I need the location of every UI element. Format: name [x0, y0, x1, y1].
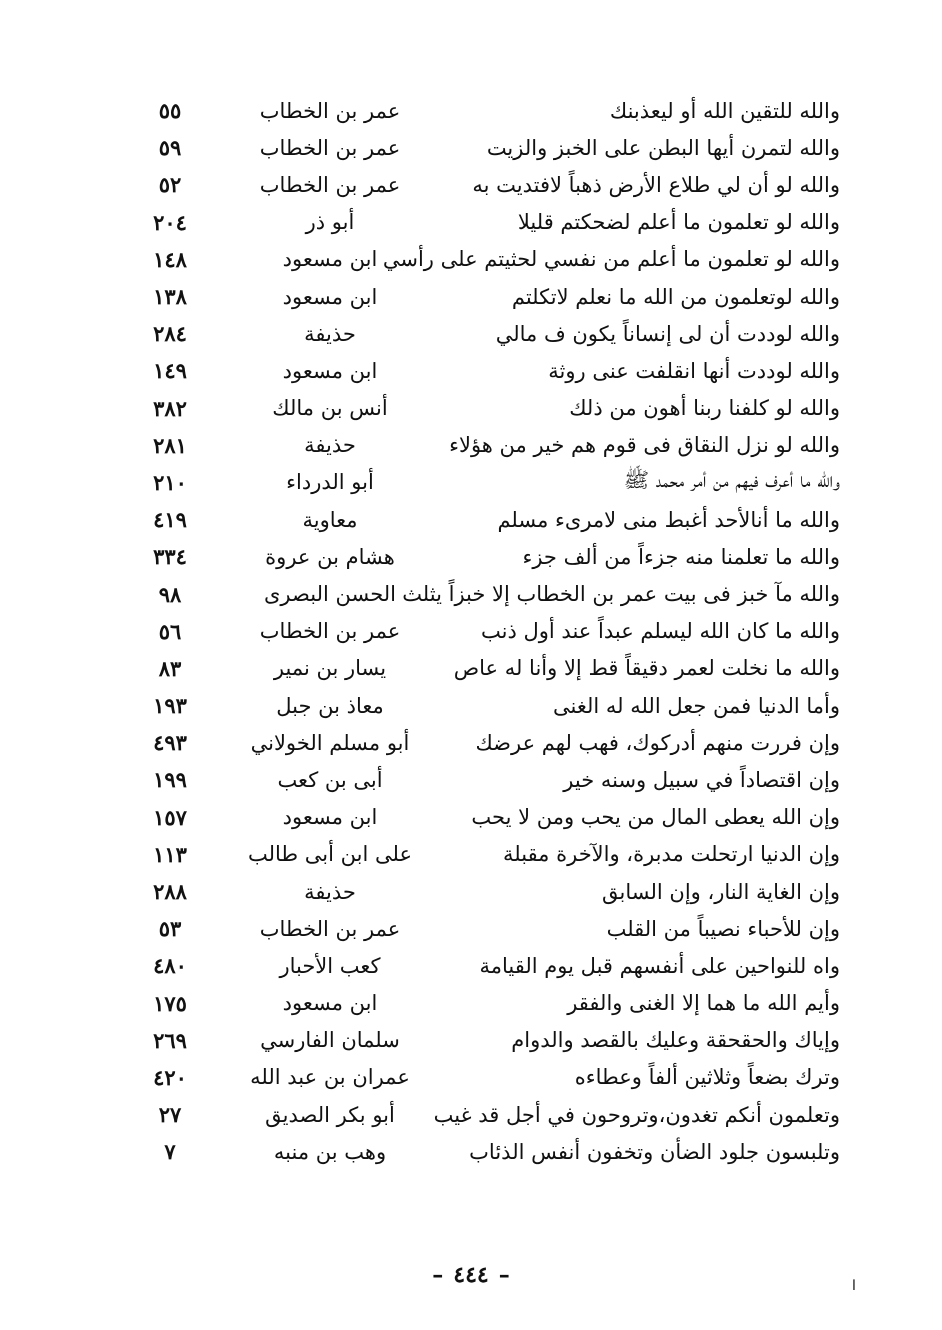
- narrator-name: معاوية: [302, 507, 358, 532]
- phrase-text: وتلبسون جلود الضأن وتخفون أنفس الذئاب: [469, 1139, 840, 1164]
- narrator-name: أبو بكر الصديق: [265, 1102, 395, 1127]
- narrator-name: وهب بن منبه: [273, 1139, 387, 1164]
- narrator-name: أبى بن كعب: [277, 767, 383, 792]
- page-reference: ٤٨٠: [153, 953, 187, 979]
- phrase-text: والله لو تعلمون ما أعلم لضحكتم قليلا: [517, 210, 840, 235]
- phrase-text: وإياك والحقحقة وعليك بالقصد والدوام: [511, 1028, 840, 1053]
- page-reference: ٤٩٣: [153, 730, 187, 756]
- page-reference: ٤٢٠: [153, 1064, 187, 1090]
- phrase-text: والله ما كان الله ليسلم عبداً عند أول ذنب: [481, 619, 840, 644]
- page-footer: [0, 1262, 942, 1288]
- phrase-text: والله ما أعرف فيهم من أمر محمد ﷺ: [623, 467, 840, 492]
- table-row: [120, 501, 840, 538]
- page-number: ٤٤٤: [453, 1262, 489, 1288]
- footer-dash-left: –: [498, 1262, 510, 1288]
- phrase-text: والله لو تعلمون ما أعلم من نفسي لحثيتم على رأسي: [382, 247, 840, 272]
- page-reference: ٢٨٤: [153, 321, 187, 347]
- narrator-name: عمر بن الخطاب: [259, 916, 401, 941]
- table-row: [120, 761, 840, 798]
- narrator-name: أبو ذر: [305, 210, 355, 235]
- table-row: [120, 873, 840, 910]
- phrase-text: والله ما أنالأحد أغبط منى لامرىء مسلم: [497, 507, 840, 532]
- phrase-text: والله لو كلفنا ربنا أهون من ذلك: [569, 396, 840, 421]
- table-row: [120, 538, 840, 575]
- index-table: [120, 92, 840, 1170]
- page-reference: ٥٢: [158, 172, 182, 198]
- page-reference: ٥٩: [158, 135, 182, 161]
- narrator-name: ابن مسعود: [282, 247, 378, 272]
- narrator-name: ابن مسعود: [282, 284, 378, 309]
- page-reference: ١١٣: [153, 841, 187, 867]
- table-row: [120, 799, 840, 836]
- table-row: [120, 650, 840, 687]
- phrase-text: والله لتمرن أيها البطن على الخبز والزيت: [486, 135, 840, 160]
- page-reference: ٢٧: [158, 1102, 182, 1128]
- table-row: [120, 390, 840, 427]
- page-reference: ١٩٣: [153, 693, 187, 719]
- page-reference: ٢٨١: [153, 432, 187, 458]
- narrator-name: أبو الدرداء: [286, 470, 374, 495]
- table-row: [120, 836, 840, 873]
- phrase-text: وترك بضعاً وثلاثين ألفاً وعطاءه: [574, 1065, 840, 1090]
- phrase-text: وإن اقتصاداً في سبيل وسنه خير: [563, 767, 840, 792]
- narrator-name: عمران بن عبد الله: [250, 1065, 410, 1090]
- phrase-text: والله لو أن لي طلاع الأرض ذهباً لافتديت به: [472, 172, 840, 197]
- narrator-name: سلمان الفارسي: [260, 1028, 400, 1053]
- phrase-text: وأيم الله ما هما إلا الغنى والفقر: [567, 991, 840, 1016]
- narrator-name: الحسن البصرى: [264, 582, 396, 607]
- narrator-name: حذيفة: [304, 879, 356, 904]
- phrase-text: والله ما تعلمنا منه جزءاً من ألف جزء: [522, 544, 840, 569]
- narrator-name: ابن مسعود: [282, 358, 378, 383]
- phrase-text: وتعلمون أنكم تغدون،وتروحون في أجل قد غيب: [433, 1102, 840, 1127]
- narrator-name: ابن مسعود: [282, 805, 378, 830]
- narrator-name: حذيفة: [304, 321, 356, 346]
- page-reference: ١٣٨: [153, 284, 187, 310]
- table-row: [120, 575, 840, 612]
- table-row: [120, 315, 840, 352]
- table-row: [120, 1059, 840, 1096]
- table-row: [120, 92, 840, 129]
- phrase-text: والله لو نزل النقاق فى قوم هم خير من هؤلاء: [449, 433, 840, 458]
- narrator-name: معاذ بن جبل: [276, 693, 384, 718]
- page-reference: ١٤٨: [153, 246, 187, 272]
- phrase-text: والله مآ خبز فى بيت عمر بن الخطاب إلا خبزاً يثلث: [402, 582, 840, 607]
- narrator-name: على ابن أبى طالب: [248, 842, 412, 867]
- phrase-text: وإن فررت منهم أدركوك، فهب لهم عرضك: [475, 730, 840, 755]
- page-reference: ٨٣: [158, 655, 182, 681]
- table-row: [120, 687, 840, 724]
- table-row: [120, 985, 840, 1022]
- narrator-name: ابن مسعود: [282, 991, 378, 1016]
- table-row: [120, 352, 840, 389]
- narrator-name: عمر بن الخطاب: [259, 172, 401, 197]
- page-reference: ٥٦: [158, 618, 182, 644]
- narrator-name: كعب الأحبار: [279, 953, 381, 978]
- table-row: [120, 1096, 840, 1133]
- phrase-text: والله لوددت أنها انقلفت عنى روثة: [548, 358, 840, 383]
- phrase-text: واه للنواحين على أنفسهم قبل يوم القيامة: [479, 953, 840, 978]
- phrase-text: والله لوددت أن لى إنساناً يكون ف مالي: [495, 321, 840, 346]
- table-row: [120, 947, 840, 984]
- page-reference: ٥٥: [158, 98, 182, 124]
- page-reference: ٢١٠: [153, 469, 187, 495]
- page-reference: ١٩٩: [153, 767, 187, 793]
- page-reference: ٢٠٤: [153, 209, 187, 235]
- phrase-text: وأما الدنيا فمن جعل الله له الغنى: [553, 693, 840, 718]
- corner-mark: ا: [852, 1278, 856, 1294]
- table-row: [120, 278, 840, 315]
- narrator-name: عمر بن الخطاب: [259, 98, 401, 123]
- table-row: [120, 204, 840, 241]
- narrator-name: يسار بن نمير: [273, 656, 387, 681]
- page-reference: ٢٦٩: [153, 1027, 187, 1053]
- table-row: [120, 166, 840, 203]
- footer-dash-right: –: [432, 1262, 444, 1288]
- narrator-name: عمر بن الخطاب: [259, 135, 401, 160]
- table-row: [120, 613, 840, 650]
- table-row: [120, 1133, 840, 1170]
- phrase-text: والله ما نخلت لعمر دقيقاً قط إلا وأنا له عاص: [453, 656, 840, 681]
- narrator-name: أبو مسلم الخولاني: [250, 730, 410, 755]
- narrator-name: حذيفة: [304, 433, 356, 458]
- page-reference: ٩٨: [158, 581, 182, 607]
- phrase-text: وإن الغاية النار، وإن السابق: [602, 879, 840, 904]
- phrase-text: والله للتقين الله أو ليعذبنك: [609, 98, 840, 123]
- page-reference: ٢٨٨: [153, 879, 187, 905]
- phrase-text: وإن للأحباء نصيباً من القلب: [606, 916, 840, 941]
- table-row: [120, 129, 840, 166]
- page-reference: ٥٣: [158, 916, 182, 942]
- narrator-name: أنس بن مالك: [272, 396, 388, 421]
- page-reference: ٣٨٢: [153, 395, 187, 421]
- page-reference: ٤١٩: [153, 507, 187, 533]
- page-reference: ١٥٧: [153, 804, 187, 830]
- table-row: [120, 427, 840, 464]
- table-row: [120, 910, 840, 947]
- narrator-name: عمر بن الخطاب: [259, 619, 401, 644]
- phrase-text: والله لوتعلمون من الله ما نعلم لاتكلتم: [511, 284, 840, 309]
- page-reference: ٣٣٤: [153, 544, 187, 570]
- table-row: [120, 241, 840, 278]
- page-reference: ٧: [164, 1139, 176, 1165]
- phrase-text: وإن الله يعطى المال من يحب ومن لا يحب: [471, 805, 840, 830]
- page-reference: ١٧٥: [153, 990, 187, 1016]
- narrator-name: هشام بن عروة: [265, 544, 395, 569]
- table-row: [120, 464, 840, 501]
- phrase-text: وإن الدنيا ارتحلت مدبرة، والآخرة مقبلة: [503, 842, 840, 867]
- table-row: [120, 1022, 840, 1059]
- table-row: [120, 724, 840, 761]
- page-reference: ١٤٩: [153, 358, 187, 384]
